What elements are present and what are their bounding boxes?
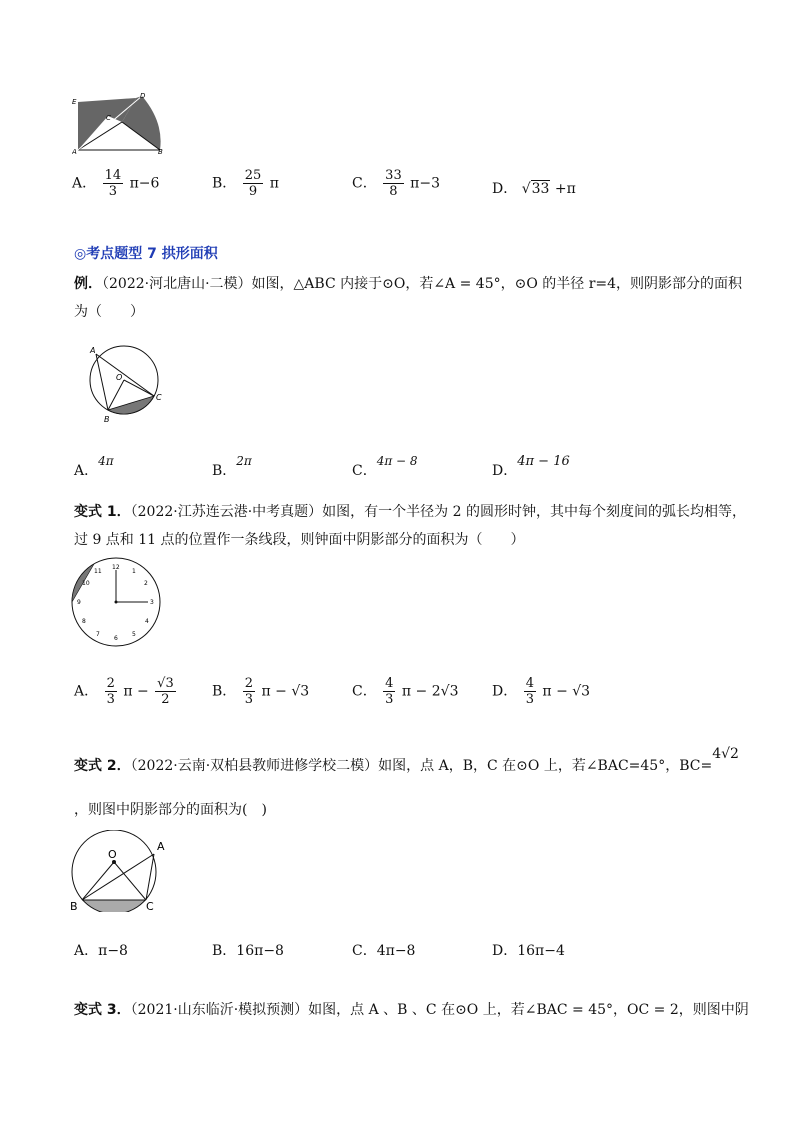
v2-figure	[68, 830, 178, 912]
example-line-ac	[96, 354, 154, 396]
fraction: $\frac{33}{8}$	[385, 168, 402, 199]
v2-option-c[interactable]: C．4π−8	[352, 943, 416, 959]
v2-line-2: ，则图中阴影部分的面积为( )	[74, 802, 267, 818]
example-option-c[interactable]: C．4π − 8	[352, 454, 418, 479]
v1-line-2: 过 9 点和 11 点的位置作一条线段，则钟面中阴影部分的面积为（ ）	[74, 532, 525, 548]
example-option-a[interactable]: A．4π	[74, 454, 114, 479]
v2-line-oc	[114, 862, 146, 900]
clock-num-8: 8	[82, 618, 86, 625]
v1-label: 变式 1．	[74, 504, 131, 520]
v1-option-c[interactable]: C． $\frac{4}{3}$ π − 2√3	[352, 676, 459, 707]
q0-option-d[interactable]: D． √33 +π	[492, 181, 576, 197]
bc-value: 4√2	[712, 746, 739, 762]
v2-label-c: C	[146, 900, 154, 912]
v2-label-b: B	[70, 900, 78, 912]
v1-line-1: 变式 1．（2022·江苏连云港·中考真题）如图，有一个半径为 2 的圆形时钟，其中每个刻度间的弧长均相等，	[74, 504, 746, 520]
q0-label-b: B	[158, 148, 163, 156]
q0-label-a: A	[72, 148, 77, 156]
example-line-2: 为（ ）	[74, 304, 144, 320]
clock-num-1: 1	[132, 568, 136, 575]
v2-line-1: 变式 2．（2022·云南·双柏县教师进修学校二模）如图，点 A，B，C 在⊙O 上，若∠BAC=45°，BC=4√2	[74, 746, 739, 774]
v2-option-b[interactable]: B．16π−8	[212, 943, 284, 959]
v1-clock-figure	[70, 556, 164, 650]
q0-label-d: D	[140, 92, 146, 100]
v2-label-a: A	[157, 840, 165, 853]
example-label-b: B	[104, 415, 110, 424]
clock-num-4: 4	[145, 618, 149, 625]
fraction: $\frac{4}{3}$	[525, 676, 534, 707]
fraction: $\frac{14}{3}$	[104, 168, 122, 199]
example-label-c: C	[156, 393, 162, 402]
example-label-o: O	[116, 373, 123, 382]
q0-figure	[72, 92, 172, 156]
sqrt-sign: √	[521, 181, 531, 197]
fraction: $\frac{√3}{2}$	[157, 676, 174, 707]
fraction: $\frac{2}{3}$	[244, 676, 254, 707]
clock-num-12: 12	[112, 564, 120, 571]
clock-center	[115, 601, 118, 604]
v2-option-d[interactable]: D．16π−4	[492, 943, 565, 959]
clock-num-7: 7	[96, 631, 100, 638]
v1-option-b[interactable]: B． $\frac{2}{3}$ π − √3	[212, 676, 310, 707]
example-line-oc	[124, 380, 154, 396]
q0-option-c[interactable]: C． $\frac{33}{8}$ π−3	[352, 168, 441, 199]
fraction: $\frac{2}{3}$	[106, 676, 115, 707]
v1-option-d[interactable]: D． $\frac{4}{3}$ π − √3	[492, 676, 591, 707]
v2-line-ab	[82, 854, 154, 900]
example-option-d[interactable]: D．4π − 16	[492, 454, 570, 479]
clock-num-9: 9	[77, 599, 81, 606]
clock-num-11: 11	[94, 568, 102, 575]
v3-line-1: 变式 3．（2021·山东临沂·模拟预测）如图，点 A 、B 、C 在⊙O 上，若∠BAC = 45°，OC = 2，则图中阴	[74, 1002, 749, 1018]
v3-label: 变式 3．	[74, 1002, 131, 1018]
example-option-b[interactable]: B．2π	[212, 454, 252, 479]
clock-num-10: 10	[82, 580, 90, 587]
clock-num-5: 5	[132, 631, 136, 638]
v2-label-o: O	[108, 848, 117, 861]
clock-num-2: 2	[144, 580, 148, 587]
v2-option-a[interactable]: A．π−8	[74, 943, 128, 959]
q0-label-e: E	[72, 98, 77, 106]
fraction: $\frac{25}{9}$	[244, 168, 262, 199]
v2-line-ob	[82, 862, 114, 900]
section-heading: ◎考点题型 7 拱形面积	[74, 246, 218, 262]
q0-option-b[interactable]: B． $\frac{25}{9}$ π	[212, 168, 279, 199]
v1-option-a[interactable]: A． $\frac{2}{3}$ π − $\frac{√3}{2}$	[74, 676, 174, 707]
fraction: $\frac{4}{3}$	[385, 676, 394, 707]
q0-label-c: C	[106, 114, 111, 122]
example-figure	[84, 340, 168, 426]
v2-label: 变式 2．	[74, 758, 131, 774]
example-line-1: 例．（2022·河北唐山·二模）如图，△ABC 内接于⊙O，若∠A = 45°，⊙O 的半径 r=4，则阴影部分的面积	[74, 276, 743, 292]
q0-option-a[interactable]: A． $\frac{14}{3}$ π−6	[72, 168, 160, 199]
example-label: 例．	[74, 276, 102, 292]
example-shaded-segment	[108, 396, 154, 414]
clock-num-6: 6	[114, 635, 118, 642]
clock-num-3: 3	[150, 599, 154, 606]
v2-shaded-segment	[82, 900, 146, 912]
example-label-a: A	[90, 346, 96, 355]
